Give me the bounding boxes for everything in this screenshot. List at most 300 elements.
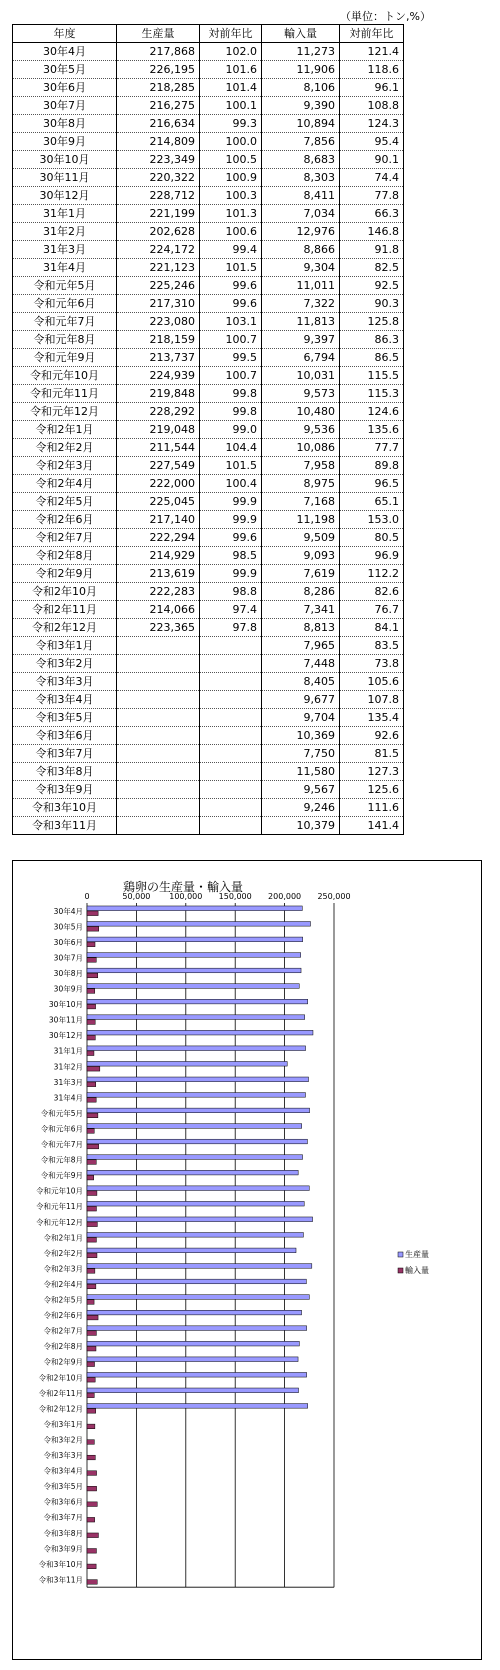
bar-production	[87, 1186, 309, 1191]
table-cell: 11,011	[262, 277, 340, 295]
category-label: 令和3年6月	[43, 1497, 83, 1507]
category-label: 30年12月	[48, 1031, 83, 1041]
bar-imports	[87, 1066, 100, 1071]
row-period: 令和3年4月	[13, 691, 117, 709]
table-cell: 99.0	[200, 421, 262, 439]
bar-production	[87, 1404, 308, 1409]
bar-imports	[87, 1440, 94, 1445]
table-row	[13, 385, 404, 403]
bar-production	[87, 1201, 304, 1206]
table-cell: 11,580	[262, 763, 340, 781]
category-label: 令和3年11月	[38, 1575, 83, 1585]
bar-imports	[87, 1206, 96, 1211]
table-cell: 224,939	[117, 367, 200, 385]
bar-imports	[87, 1393, 94, 1398]
row-period: 令和2年6月	[13, 511, 117, 529]
bar-imports	[87, 1129, 94, 1134]
table-cell: 214,066	[117, 601, 200, 619]
table-cell	[200, 673, 262, 691]
category-label: 令和3年2月	[43, 1435, 83, 1445]
row-period: 令和2年2月	[13, 439, 117, 457]
row-period: 令和2年12月	[13, 619, 117, 637]
category-label: 30年6月	[53, 937, 83, 947]
table-cell: 86.5	[340, 349, 404, 367]
table-cell: 222,294	[117, 529, 200, 547]
table-cell: 141.4	[340, 817, 404, 835]
table-cell: 96.1	[340, 79, 404, 97]
row-period: 令和3年9月	[13, 781, 117, 799]
table-cell: 222,000	[117, 475, 200, 493]
table-row	[13, 205, 404, 223]
table-cell: 77.8	[340, 187, 404, 205]
row-period: 30年6月	[13, 79, 117, 97]
unit-label: （単位：トン,%）	[340, 10, 431, 23]
table-cell: 7,168	[262, 493, 340, 511]
table-row	[13, 763, 404, 781]
table-cell: 213,619	[117, 565, 200, 583]
bar-imports	[87, 927, 99, 932]
table-cell: 95.4	[340, 133, 404, 151]
table-cell: 228,292	[117, 403, 200, 421]
table-cell: 100.9	[200, 169, 262, 187]
table-cell: 101.6	[200, 61, 262, 79]
x-tick-label: 200,000	[268, 892, 302, 901]
bar-imports	[87, 942, 95, 947]
bar-imports	[87, 1191, 97, 1196]
table-cell: 7,341	[262, 601, 340, 619]
bar-production	[87, 1264, 312, 1269]
table-cell: 219,048	[117, 421, 200, 439]
category-label: 30年11月	[48, 1015, 83, 1025]
row-period: 令和2年10月	[13, 583, 117, 601]
table-cell: 135.4	[340, 709, 404, 727]
table-cell: 9,677	[262, 691, 340, 709]
table-cell: 65.1	[340, 493, 404, 511]
table-cell: 223,080	[117, 313, 200, 331]
row-period: 令和2年7月	[13, 529, 117, 547]
table-cell: 74.4	[340, 169, 404, 187]
table-cell: 227,549	[117, 457, 200, 475]
table-cell: 7,856	[262, 133, 340, 151]
table-cell: 82.6	[340, 583, 404, 601]
row-period: 令和元年5月	[13, 277, 117, 295]
table-cell: 153.0	[340, 511, 404, 529]
data-table	[12, 24, 404, 835]
table-row	[13, 277, 404, 295]
table-cell: 216,634	[117, 115, 200, 133]
table-cell: 77.7	[340, 439, 404, 457]
header-imports: 輸入量	[262, 25, 340, 43]
table-row	[13, 511, 404, 529]
row-period: 30年11月	[13, 169, 117, 187]
x-tick-label: 0	[84, 892, 90, 901]
table-row	[13, 673, 404, 691]
table-cell: 10,369	[262, 727, 340, 745]
table-cell: 96.9	[340, 547, 404, 565]
x-tick-label: 150,000	[218, 892, 252, 901]
table-row	[13, 457, 404, 475]
table-body	[13, 43, 404, 835]
table-row	[13, 421, 404, 439]
table-cell: 81.5	[340, 745, 404, 763]
bar-chart	[13, 861, 483, 1661]
bar-imports	[87, 1315, 98, 1320]
category-label: 令和元年9月	[40, 1171, 83, 1181]
row-period: 令和3年10月	[13, 799, 117, 817]
table-cell: 125.8	[340, 313, 404, 331]
table-row	[13, 349, 404, 367]
row-period: 31年2月	[13, 223, 117, 241]
table-cell: 10,894	[262, 115, 340, 133]
legend	[395, 1247, 455, 1283]
bar-production	[87, 968, 301, 973]
bar-imports	[87, 1471, 97, 1476]
table-cell: 99.9	[200, 565, 262, 583]
table-cell: 8,286	[262, 583, 340, 601]
bar-production	[87, 1372, 307, 1377]
category-label: 30年4月	[53, 906, 83, 916]
table-cell	[117, 781, 200, 799]
row-period: 令和2年5月	[13, 493, 117, 511]
table-cell: 97.8	[200, 619, 262, 637]
category-labels	[36, 906, 83, 1585]
table-cell: 10,480	[262, 403, 340, 421]
table-cell	[117, 673, 200, 691]
table-cell: 111.6	[340, 799, 404, 817]
table-cell: 9,397	[262, 331, 340, 349]
row-period: 令和2年1月	[13, 421, 117, 439]
category-label: 30年7月	[53, 953, 83, 963]
table-row	[13, 565, 404, 583]
table-cell: 228,712	[117, 187, 200, 205]
table-row	[13, 259, 404, 277]
table-cell	[200, 763, 262, 781]
table-row	[13, 655, 404, 673]
table-cell: 7,619	[262, 565, 340, 583]
row-period: 令和3年2月	[13, 655, 117, 673]
row-period: 令和元年12月	[13, 403, 117, 421]
table-cell: 8,106	[262, 79, 340, 97]
table-cell: 12,976	[262, 223, 340, 241]
category-label: 令和2年2月	[43, 1248, 83, 1258]
table-cell: 99.4	[200, 241, 262, 259]
table-cell: 115.5	[340, 367, 404, 385]
bar-imports	[87, 1160, 96, 1165]
category-label: 令和元年7月	[40, 1140, 83, 1150]
table-row	[13, 799, 404, 817]
bar-imports	[87, 1377, 95, 1382]
bar-imports	[87, 1051, 94, 1056]
table-cell: 100.6	[200, 223, 262, 241]
table-cell: 8,405	[262, 673, 340, 691]
bar-production	[87, 1077, 308, 1082]
table-cell: 101.4	[200, 79, 262, 97]
table-row	[13, 637, 404, 655]
table-cell: 224,172	[117, 241, 200, 259]
row-period: 令和2年11月	[13, 601, 117, 619]
row-period: 30年5月	[13, 61, 117, 79]
table-cell: 99.8	[200, 403, 262, 421]
row-period: 令和3年7月	[13, 745, 117, 763]
row-period: 令和3年6月	[13, 727, 117, 745]
table-cell	[200, 691, 262, 709]
bar-imports	[87, 958, 96, 963]
category-label: 令和2年5月	[43, 1295, 83, 1305]
table-cell: 10,086	[262, 439, 340, 457]
category-label: 令和3年8月	[43, 1528, 83, 1538]
chart-title: 鶏卵の生産量・輸入量	[122, 880, 244, 894]
table-cell: 11,906	[262, 61, 340, 79]
table-row	[13, 781, 404, 799]
legend-label: 輸入量	[405, 1266, 429, 1275]
table-row	[13, 169, 404, 187]
row-period: 30年10月	[13, 151, 117, 169]
category-label: 令和元年12月	[35, 1217, 83, 1227]
row-period: 30年12月	[13, 187, 117, 205]
row-period: 令和元年7月	[13, 313, 117, 331]
table-cell: 73.8	[340, 655, 404, 673]
row-period: 30年7月	[13, 97, 117, 115]
table-cell: 99.3	[200, 115, 262, 133]
bar-imports	[87, 1284, 96, 1289]
bars	[87, 906, 313, 1584]
bar-imports	[87, 1253, 97, 1258]
category-label: 令和3年9月	[43, 1544, 83, 1554]
table-cell: 99.8	[200, 385, 262, 403]
category-label: 令和2年1月	[43, 1233, 83, 1243]
bar-imports	[87, 1564, 96, 1569]
table-cell: 222,283	[117, 583, 200, 601]
category-label: 令和元年10月	[35, 1186, 83, 1196]
table-cell	[200, 817, 262, 835]
table-cell: 202,628	[117, 223, 200, 241]
table-cell: 127.3	[340, 763, 404, 781]
table-cell: 107.8	[340, 691, 404, 709]
table-cell	[200, 709, 262, 727]
bar-imports	[87, 1035, 95, 1040]
category-label: 令和2年11月	[38, 1388, 83, 1398]
chart-panel	[12, 860, 482, 1660]
row-period: 令和3年8月	[13, 763, 117, 781]
table-cell: 99.6	[200, 277, 262, 295]
table-row	[13, 43, 404, 61]
table-cell: 9,567	[262, 781, 340, 799]
table-cell: 214,929	[117, 547, 200, 565]
table-cell	[117, 691, 200, 709]
bar-production	[87, 1310, 302, 1315]
table-cell: 10,379	[262, 817, 340, 835]
table-row	[13, 475, 404, 493]
table-row	[13, 133, 404, 151]
table-row	[13, 583, 404, 601]
table-cell: 100.3	[200, 187, 262, 205]
bar-production	[87, 1295, 309, 1300]
category-label: 31年1月	[53, 1046, 83, 1056]
table-row	[13, 223, 404, 241]
table-cell: 7,965	[262, 637, 340, 655]
table-cell: 99.6	[200, 295, 262, 313]
table-cell: 82.5	[340, 259, 404, 277]
table-cell: 8,813	[262, 619, 340, 637]
table-row	[13, 295, 404, 313]
category-label: 令和元年6月	[40, 1124, 83, 1134]
x-tick-label: 250,000	[317, 892, 351, 901]
table-cell: 11,813	[262, 313, 340, 331]
table-cell: 9,509	[262, 529, 340, 547]
table-cell: 98.5	[200, 547, 262, 565]
table-cell: 103.1	[200, 313, 262, 331]
table-cell: 218,159	[117, 331, 200, 349]
row-period: 令和元年6月	[13, 295, 117, 313]
table-row	[13, 97, 404, 115]
table-cell	[200, 799, 262, 817]
table-cell: 92.5	[340, 277, 404, 295]
table-cell: 99.9	[200, 493, 262, 511]
table-cell: 66.3	[340, 205, 404, 223]
table-row	[13, 403, 404, 421]
table-cell: 100.4	[200, 475, 262, 493]
table-cell: 100.5	[200, 151, 262, 169]
table-cell: 99.6	[200, 529, 262, 547]
bar-imports	[87, 1222, 97, 1227]
table-row	[13, 187, 404, 205]
table-cell: 96.5	[340, 475, 404, 493]
bar-imports	[87, 1580, 97, 1585]
table-cell: 135.6	[340, 421, 404, 439]
table-cell: 98.8	[200, 583, 262, 601]
table-cell: 101.5	[200, 259, 262, 277]
table-cell: 90.1	[340, 151, 404, 169]
table-cell: 83.5	[340, 637, 404, 655]
table-cell: 218,285	[117, 79, 200, 97]
bar-imports	[87, 1098, 96, 1103]
table-cell: 7,958	[262, 457, 340, 475]
header-production: 生産量	[117, 25, 200, 43]
category-label: 令和3年10月	[38, 1559, 83, 1569]
table-cell: 8,303	[262, 169, 340, 187]
table-cell	[200, 727, 262, 745]
row-period: 令和2年8月	[13, 547, 117, 565]
table-cell: 121.4	[340, 43, 404, 61]
table-cell: 221,199	[117, 205, 200, 223]
table-row	[13, 115, 404, 133]
table-row	[13, 547, 404, 565]
bar-imports	[87, 1004, 96, 1009]
row-period: 令和3年11月	[13, 817, 117, 835]
bar-imports	[87, 1144, 99, 1149]
row-period: 31年1月	[13, 205, 117, 223]
bar-production	[87, 1248, 296, 1253]
bar-imports	[87, 1409, 96, 1414]
table-cell: 7,750	[262, 745, 340, 763]
bar-production	[87, 1139, 307, 1144]
row-period: 令和2年9月	[13, 565, 117, 583]
bar-imports	[87, 973, 98, 978]
row-period: 30年9月	[13, 133, 117, 151]
table-cell: 9,304	[262, 259, 340, 277]
bar-production	[87, 937, 303, 942]
table-cell: 91.8	[340, 241, 404, 259]
table-cell: 7,034	[262, 205, 340, 223]
legend-swatch	[398, 1268, 403, 1273]
table-cell: 217,310	[117, 295, 200, 313]
table-cell	[117, 655, 200, 673]
bar-production	[87, 1030, 313, 1035]
bar-production	[87, 1357, 298, 1362]
bar-production	[87, 1155, 303, 1160]
bar-imports	[87, 1020, 95, 1025]
table-cell	[200, 781, 262, 799]
table-cell: 146.8	[340, 223, 404, 241]
table-cell: 124.6	[340, 403, 404, 421]
table-row	[13, 61, 404, 79]
table-cell: 97.4	[200, 601, 262, 619]
table-cell: 101.3	[200, 205, 262, 223]
table-cell: 214,809	[117, 133, 200, 151]
bar-production	[87, 1108, 310, 1113]
bar-production	[87, 1326, 307, 1331]
row-period: 令和3年1月	[13, 637, 117, 655]
category-label: 令和2年6月	[43, 1311, 83, 1321]
legend-label: 生産量	[405, 1250, 429, 1259]
category-label: 令和3年3月	[43, 1451, 83, 1461]
category-label: 令和元年5月	[40, 1108, 83, 1118]
row-period: 令和3年3月	[13, 673, 117, 691]
row-period: 令和元年8月	[13, 331, 117, 349]
table-cell: 115.3	[340, 385, 404, 403]
table-cell	[200, 655, 262, 673]
row-period: 31年3月	[13, 241, 117, 259]
bar-production	[87, 984, 299, 989]
table-cell	[200, 745, 262, 763]
table-row	[13, 313, 404, 331]
table-row	[13, 691, 404, 709]
bar-imports	[87, 1331, 96, 1336]
header-imports-yoy: 対前年比	[340, 25, 404, 43]
table-cell: 9,573	[262, 385, 340, 403]
bar-imports	[87, 1175, 94, 1180]
category-label: 令和3年7月	[43, 1513, 83, 1523]
bar-imports	[87, 1113, 98, 1118]
table-cell: 9,093	[262, 547, 340, 565]
table-cell: 8,411	[262, 187, 340, 205]
header-production-yoy: 対前年比	[200, 25, 262, 43]
table-cell	[117, 799, 200, 817]
table-cell	[117, 745, 200, 763]
bar-production	[87, 1217, 313, 1222]
table-cell: 89.8	[340, 457, 404, 475]
bar-imports	[87, 1362, 95, 1367]
category-label: 令和元年11月	[35, 1202, 83, 1212]
bar-production	[87, 953, 301, 958]
bar-imports	[87, 1549, 96, 1554]
bar-production	[87, 906, 302, 911]
bar-imports	[87, 1346, 96, 1351]
table-cell: 217,140	[117, 511, 200, 529]
table-cell: 221,123	[117, 259, 200, 277]
bar-production	[87, 1015, 305, 1020]
table-cell: 124.3	[340, 115, 404, 133]
category-label: 30年9月	[53, 984, 83, 994]
bar-production	[87, 1388, 298, 1393]
table-cell: 84.1	[340, 619, 404, 637]
bar-production	[87, 1093, 305, 1098]
table-cell: 217,868	[117, 43, 200, 61]
row-period: 令和元年10月	[13, 367, 117, 385]
table-cell: 220,322	[117, 169, 200, 187]
x-tick-label: 50,000	[122, 892, 151, 901]
table-cell: 8,683	[262, 151, 340, 169]
